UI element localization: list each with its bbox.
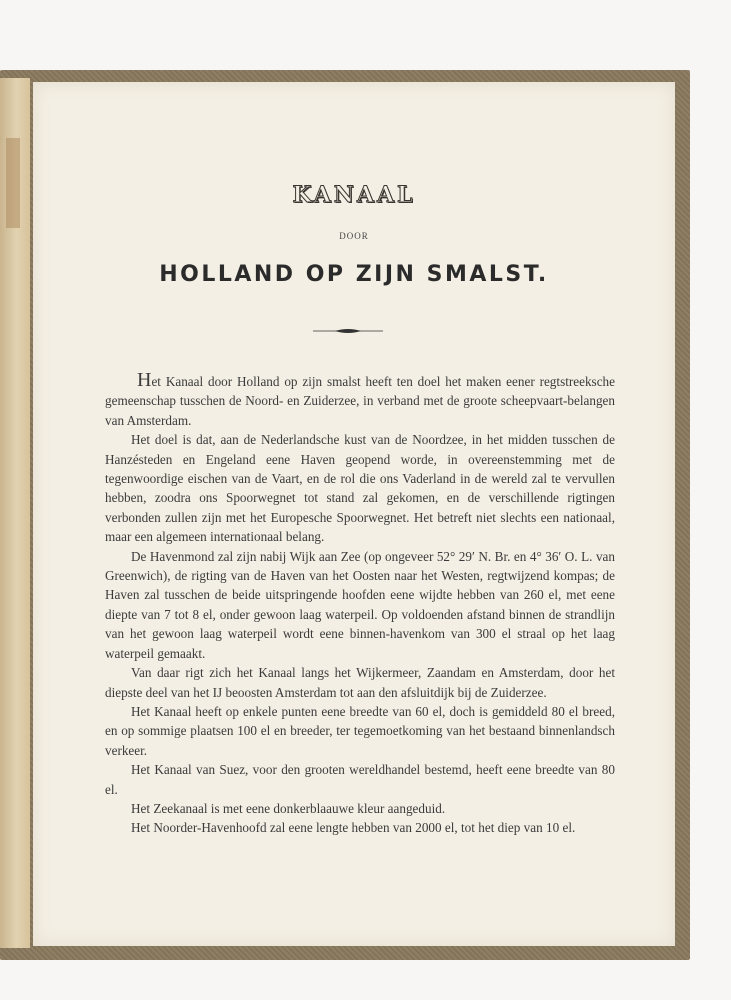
body-text xyxy=(105,370,615,838)
title-kanaal: KANAAL xyxy=(292,182,416,208)
left-page-edge xyxy=(0,78,30,948)
paragraph-text: et Kanaal door Holland op zijn smalst heeft ten doel het maken eener regtstreeksche gemeenschap tusschen de Noord- en Zuiderzee, in verband met de groote scheepvaart-belangen van Amsterdam. xyxy=(105,374,615,428)
paragraph: Het Kanaal heeft op enkele punten eene breedte van 60 el, doch is gemiddeld 80 el breed, en op sommige plaatsen 100 el en breeder, ter tegemoetkoming van het bestaand binnenlandsch verkeer. xyxy=(105,703,615,758)
paragraph: Het doel is dat, aan de Nederlandsche kust van de Noordzee, in het midden tusschen de Hanzésteden en Engeland eene Haven geopend worde, in overeenstemming met de tegenwoordige eischen van de Vaart, en de rol die ons Vaderland in de wereld zal te vervullen hebben, zoodra ons Spoorwegnet tot stand zal gekomen, en de verschillende rigtingen verbonden zullen zijn met het Europesche Spoorwegnet. Het betreft niet slechts een nationaal, maar een algemeen internationaal belang. xyxy=(105,432,615,545)
drop-cap: H xyxy=(137,369,152,391)
page-title: HOLLAND OP ZIJN SMALST. xyxy=(159,262,549,287)
paragraph: Het Zeekanaal is met eene donkerblaauwe kleur aangeduid. xyxy=(131,800,446,816)
paragraph: Het Noorder-Havenhoofd zal eene lengte hebben van 2000 el, tot het diep van 10 el. xyxy=(131,820,576,836)
paragraph: Het Kanaal van Suez, voor den grooten wereldhandel bestemd, heeft eene breedte van 80 el. xyxy=(105,762,615,797)
ornament-divider xyxy=(313,327,383,335)
paragraph: De Havenmond zal zijn nabij Wijk aan Zee (op ongeveer 52° 29′ N. Br. en 4° 36′ O. L. van Greenwich), de rigting van de Haven van het Oosten naar het Westen, regtwijzend kompas; de Haven zal tusschen de beide uitspringende hoofden eene wijdte hebben van 260 el, met eene diepte van 7 tot 8 el, onder gewoon laag waterpeil. Op voldoenden afstand binnen de strandlijn van het gewoon laag waterpeil wordt eene binnen-havenkom van 300 el straal op het laag waterpeil gemaakt. xyxy=(105,548,615,661)
paragraph xyxy=(105,370,615,430)
document-page xyxy=(33,82,675,946)
title-door: DOOR xyxy=(339,231,369,241)
paragraph: Van daar rigt zich het Kanaal langs het Wijkermeer, Zaandam en Amsterdam, door het diepste deel van het IJ beoosten Amsterdam tot aan den afsluitdijk bij de Zuiderzee. xyxy=(105,665,615,700)
